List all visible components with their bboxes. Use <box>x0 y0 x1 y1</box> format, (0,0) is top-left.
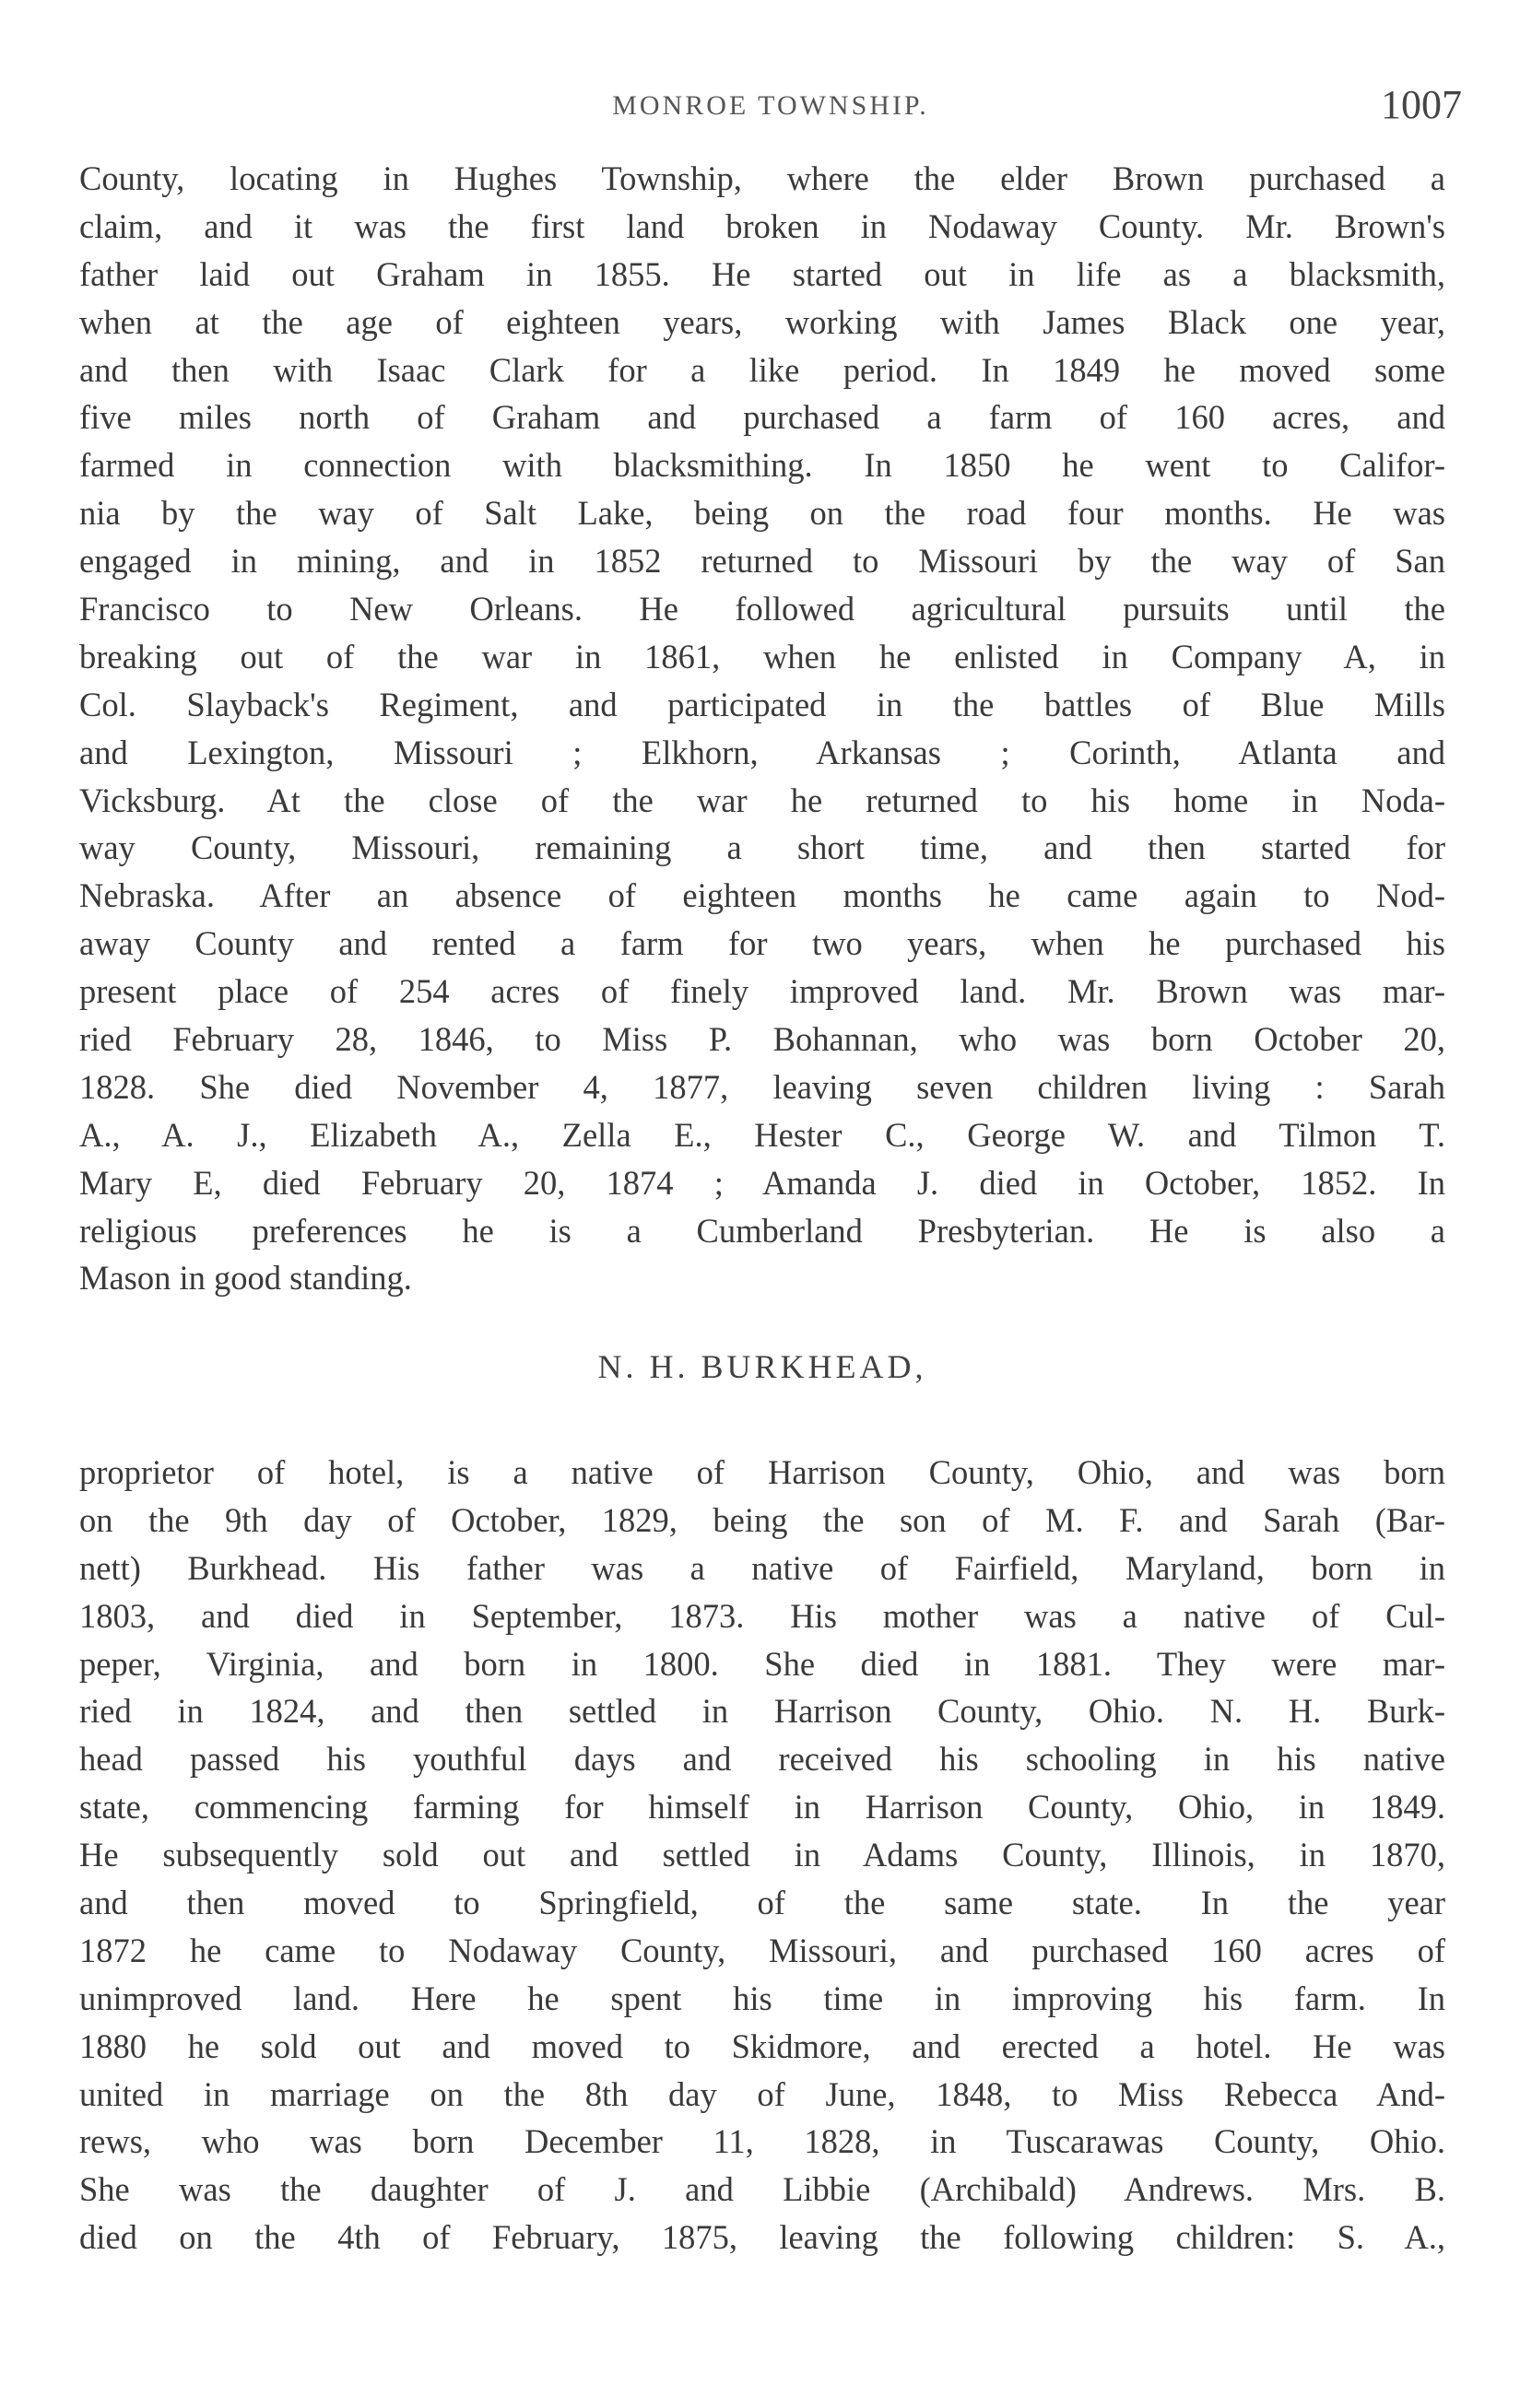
page-number: 1007 <box>1381 82 1462 127</box>
text-line: head passed his youthful days and received his schooling in his native <box>79 1740 1445 1779</box>
text-line: engaged in mining, and in 1852 returned to Missouri by the way of San <box>79 542 1445 581</box>
text-line: peper, Virginia, and born in 1800. She died in 1881. They were mar- <box>79 1644 1445 1683</box>
text-line: 1803, and died in September, 1873. His mother was a native of Cul- <box>79 1596 1445 1635</box>
text-line: five miles north of Graham and purchased a farm of 160 acres, and <box>79 398 1445 437</box>
text-line: County, locating in Hughes Township, where the elder Brown purchased a <box>79 159 1445 197</box>
text-line: He subsequently sold out and settled in Adams County, Illinois, in 1870, <box>79 1836 1445 1874</box>
text-line: farmed in connection with blacksmithing. In 1850 he went to Califor- <box>79 446 1445 485</box>
text-line: Vicksburg. At the close of the war he returned to his home in Noda- <box>79 781 1445 819</box>
text-line: claim, and it was the first land broken in Nodaway County. Mr. Brown's <box>79 206 1445 245</box>
text-line: Mason in good standing. <box>79 1259 412 1298</box>
text-line: way County, Missouri, remaining a short time, and then started for <box>79 828 1445 867</box>
text-line: Col. Slayback's Regiment, and participated in the battles of Blue Mills <box>79 685 1445 723</box>
text-line: on the 9th day of October, 1829, being the son of M. F. and Sarah (Bar- <box>79 1500 1445 1539</box>
text-line: and then moved to Springfield, of the same state. In the year <box>79 1884 1445 1922</box>
running-header <box>79 81 1462 136</box>
text-line: Francisco to New Orleans. He followed agricultural pursuits until the <box>79 590 1445 628</box>
text-line: A., A. J., Elizabeth A., Zella E., Hester C., George W. and Tilmon T. <box>79 1115 1445 1154</box>
text-line: nia by the way of Salt Lake, being on the road four months. He was <box>79 494 1445 533</box>
text-line: breaking out of the war in 1861, when he enlisted in Company A, in <box>79 637 1445 675</box>
text-line: unimproved land. Here he spent his time in improving his farm. In <box>79 1979 1445 2017</box>
text-line: nett) Burkhead. His father was a native of Fairfield, Maryland, born in <box>79 1548 1445 1587</box>
paragraph-burkhead-biography <box>79 1449 1445 2261</box>
paragraph-brown-biography <box>79 155 1445 1302</box>
text-line: Nebraska. After an absence of eighteen months he came again to Nod- <box>79 876 1445 915</box>
text-line: ried February 28, 1846, to Miss P. Bohannan, who was born October 20, <box>79 1020 1445 1059</box>
text-line: proprietor of hotel, is a native of Harrison County, Ohio, and was born <box>79 1453 1445 1491</box>
text-line: 1880 he sold out and moved to Skidmore, and erected a hotel. He was <box>79 2026 1445 2065</box>
text-line: state, commencing farming for himself in Harrison County, Ohio, in 1849. <box>79 1788 1445 1827</box>
text-line: 1872 he came to Nodaway County, Missouri, and purchased 160 acres of <box>79 1931 1445 1969</box>
text-line: away County and rented a farm for two years, when he purchased his <box>79 924 1445 963</box>
text-line: rews, who was born December 11, 1828, in Tuscarawas County, Ohio. <box>79 2122 1445 2161</box>
running-title: MONROE TOWNSHIP. <box>612 90 929 121</box>
text-line: ried in 1824, and then settled in Harrison County, Ohio. N. H. Burk- <box>79 1692 1445 1731</box>
section-heading-burkhead: N. H. BURKHEAD, <box>597 1348 927 1385</box>
text-line: united in marriage on the 8th day of June, 1848, to Miss Rebecca And- <box>79 2074 1445 2113</box>
text-line: religious preferences he is a Cumberland Presbyterian. He is also a <box>79 1211 1445 1250</box>
text-line: Mary E, died February 20, 1874 ; Amanda J. died in October, 1852. In <box>79 1163 1445 1202</box>
text-line: present place of 254 acres of finely improved land. Mr. Brown was mar- <box>79 972 1445 1011</box>
text-line: and Lexington, Missouri ; Elkhorn, Arkansas ; Corinth, Atlanta and <box>79 733 1445 771</box>
text-line: father laid out Graham in 1855. He started out in life as a blacksmith, <box>79 254 1445 293</box>
text-line: She was the daughter of J. and Libbie (Archibald) Andrews. Mrs. B. <box>79 2170 1445 2209</box>
text-line: 1828. She died November 4, 1877, leaving seven children living : Sarah <box>79 1067 1445 1106</box>
text-line: died on the 4th of February, 1875, leaving the following children: S. A., <box>79 2218 1445 2257</box>
text-line: when at the age of eighteen years, working with James Black one year, <box>79 302 1445 341</box>
text-line: and then with Isaac Clark for a like period. In 1849 he moved some <box>79 350 1445 389</box>
